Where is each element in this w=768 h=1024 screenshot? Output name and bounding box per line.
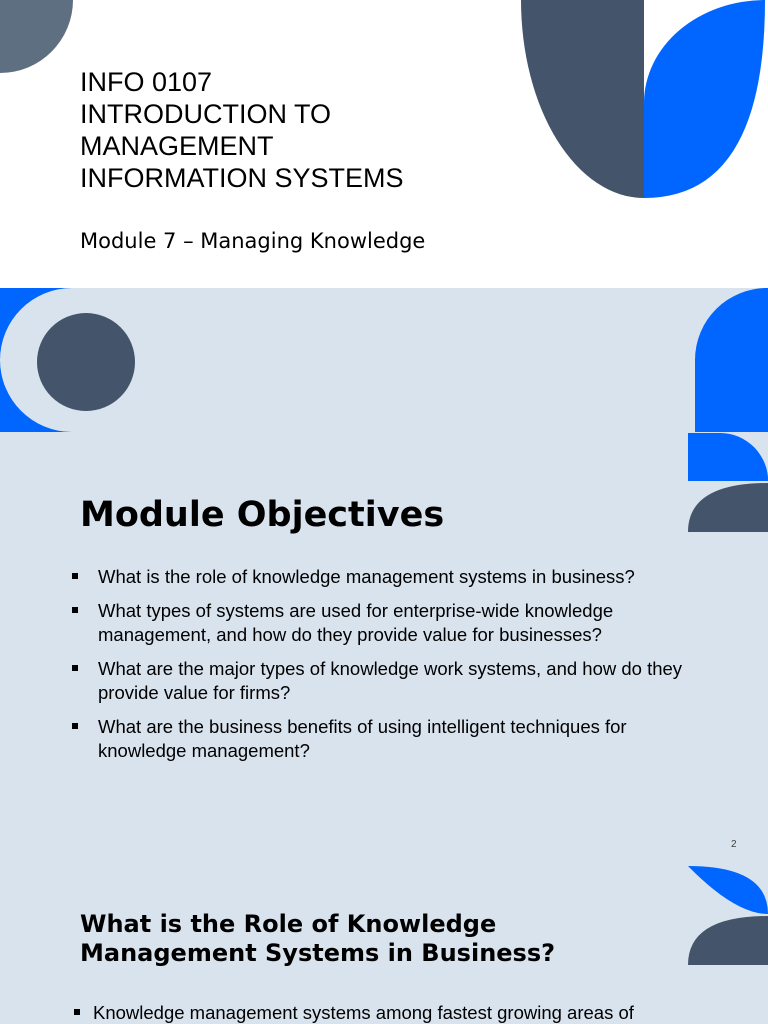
square-bullet-icon <box>72 607 78 613</box>
bullet-text: What are the business benefits of using intelligent techniques for knowledge management? <box>98 716 627 761</box>
list-item <box>70 715 710 763</box>
presentation-subtitle: Module 7 – Managing Knowledge <box>80 229 426 253</box>
slate-leaf-shape <box>521 0 644 198</box>
square-bullet-icon <box>74 1009 80 1015</box>
presentation-title <box>80 66 500 194</box>
slide-title: Module Objectives <box>80 495 445 535</box>
bullet-text: What are the major types of knowledge work systems, and how do they provide value for firms? <box>98 658 683 703</box>
km-role-list <box>72 1001 712 1024</box>
title-line: INFO 0107 <box>80 67 213 97</box>
list-item <box>70 565 710 589</box>
bullet-text: What is the role of knowledge management systems in business? <box>98 566 635 587</box>
title-slide-band <box>0 288 768 433</box>
blue-pill-shape <box>695 288 768 432</box>
page-number: 2 <box>731 839 737 850</box>
corner-quarter-shape <box>0 0 73 73</box>
square-bullet-icon <box>72 723 78 729</box>
title-line: MANAGEMENT <box>80 131 274 161</box>
title-line: What is the Role of Knowledge <box>80 910 497 938</box>
km-role-slide <box>0 866 768 1024</box>
slate-circle-shape <box>37 313 135 411</box>
bullet-text: Knowledge management systems among fastest growing areas of <box>93 1002 634 1023</box>
list-item <box>72 1001 712 1024</box>
square-bullet-icon <box>72 573 78 579</box>
title-line: Management Systems in Business? <box>80 939 556 967</box>
bullet-text: What types of systems are used for enterprise-wide knowledge management, and how do they provide value for businesses? <box>98 600 614 645</box>
objectives-list <box>70 565 710 773</box>
objectives-slide <box>0 433 768 866</box>
square-bullet-icon <box>72 665 78 671</box>
list-item <box>70 599 710 647</box>
blue-half-leaf-shape <box>688 866 768 914</box>
slate-half-leaf-shape <box>688 916 768 965</box>
title-line: INFORMATION SYSTEMS <box>80 163 404 193</box>
title-slide <box>0 0 768 288</box>
blue-leaf-shape <box>644 0 765 198</box>
list-item <box>70 657 710 705</box>
title-line: INTRODUCTION TO <box>80 99 332 129</box>
band-decoration <box>0 288 768 433</box>
slate-half-leaf-shape <box>688 483 768 532</box>
slide-title <box>80 910 660 968</box>
